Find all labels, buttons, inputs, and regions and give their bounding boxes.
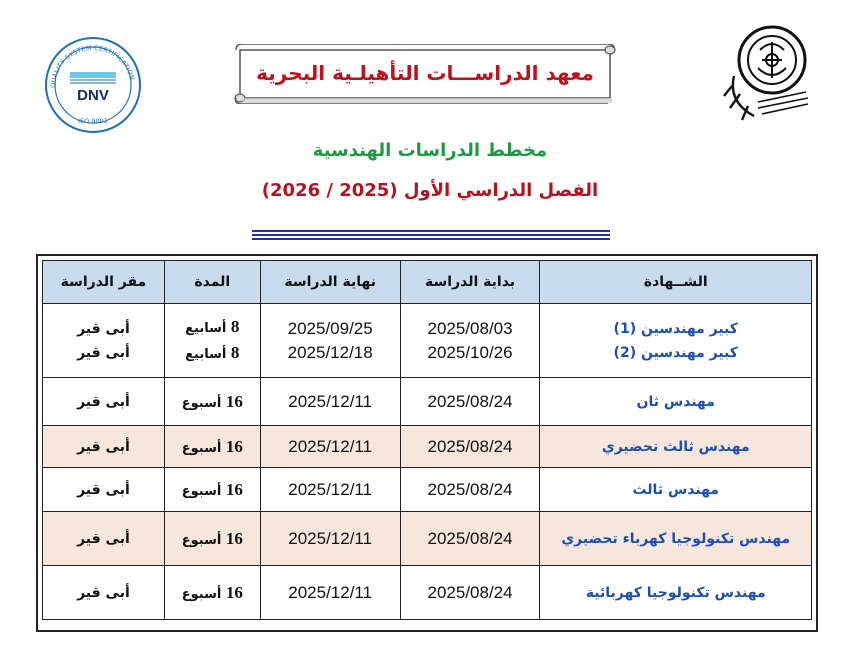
duration-unit: أسابيع [185,320,227,336]
certificate-name: كبير مهندسين (1) [613,320,738,337]
start-date: 2025/08/03 [427,318,513,338]
duration-cell [164,468,260,512]
duration-unit: أسابيع [185,346,227,362]
table-row [43,512,812,566]
end-date-cell: 2025/12/11 [260,512,400,566]
duration-cell [164,566,260,620]
certificate-cell: مهندس ثالث [540,468,812,512]
duration-unit: أسبوع [181,586,222,602]
duration-unit: أسبوع [181,532,222,548]
duration-number: 16 [225,479,243,499]
end-date-cell: 2025/12/11 [260,468,400,512]
title-rule [252,238,610,240]
svg-text:QUALITY SYSTEM CERTIFICATION [50,45,135,88]
duration-unit: أسبوع [181,395,222,411]
duration-number: 16 [225,436,243,456]
start-date-cell: 2025/08/24 [400,426,540,468]
certificate-cell: مهندس تكنولوجيا كهرباء تحضيري [540,512,812,566]
institute-title: معهد الدراســـات التأهيلـية البحرية [256,61,594,85]
end-date: 2025/12/18 [287,342,373,362]
header-certificate: الشــهادة [540,261,812,304]
start-date-cell: 2025/08/24 [400,512,540,566]
duration-unit: أسبوع [181,440,222,456]
duration-number: 8 [230,342,240,362]
title-rule [252,234,610,236]
duration-cell [164,512,260,566]
duration-number: 8 [230,316,240,336]
end-date: 2025/09/25 [287,318,373,338]
duration-number: 16 [225,582,243,602]
plan-title: مخطط الدراسات الهندسية [312,140,548,161]
certificate-cell: مهندس ثان [540,378,812,426]
table-row [43,566,812,620]
location-cell: أبى قير [43,468,165,512]
duration-cell [164,426,260,468]
header-end: نهاية الدراسة [260,261,400,304]
end-date-cell [260,304,400,378]
dnv-brand: DNV [77,87,109,104]
location-cell [43,304,165,378]
location-cell: أبى قير [43,512,165,566]
header-start: بداية الدراسة [400,261,540,304]
end-date-cell: 2025/12/11 [260,426,400,468]
duration-cell [164,304,260,378]
schedule-table-frame [36,254,818,632]
certificate-cell [540,304,812,378]
start-date-cell: 2025/08/24 [400,378,540,426]
end-date-cell: 2025/12/11 [260,378,400,426]
duration-number: 16 [225,391,243,411]
schedule-table [42,260,812,620]
table-header-row [43,261,812,304]
certificate-name: كبير مهندسين (2) [613,344,738,361]
header-duration: المدة [164,261,260,304]
ring-text: QUALITY SYSTEM CERTIFICATION [49,44,136,89]
iso-standard: ISO 9001 [78,117,108,125]
location-cell: أبى قير [43,566,165,620]
location-name: أبى قير [77,344,130,361]
start-date-cell: 2025/08/24 [400,468,540,512]
table-row [43,426,812,468]
table-row [43,304,812,378]
location-cell: أبى قير [43,426,165,468]
header-location: مقر الدراسة [43,261,165,304]
duration-number: 16 [225,528,243,548]
start-date-cell [400,304,540,378]
location-name: أبى قير [77,320,130,337]
certificate-cell: مهندس ثالث تحضيري [540,426,812,468]
title-scroll-banner [232,44,618,104]
title-rule [252,230,610,232]
dnv-certification-logo [38,30,148,135]
end-date-cell: 2025/12/11 [260,566,400,620]
table-row [43,468,812,512]
duration-unit: أسبوع [181,483,222,499]
certificate-cell: مهندس تكنولوجيا كهربائية [540,566,812,620]
academy-seal-logo [718,16,818,128]
start-date-cell: 2025/08/24 [400,566,540,620]
semester-title: الفصل الدراسي الأول (2025 / 2026) [261,180,599,201]
table-row [43,378,812,426]
duration-cell [164,378,260,426]
location-cell: أبى قير [43,378,165,426]
start-date: 2025/10/26 [427,342,513,362]
